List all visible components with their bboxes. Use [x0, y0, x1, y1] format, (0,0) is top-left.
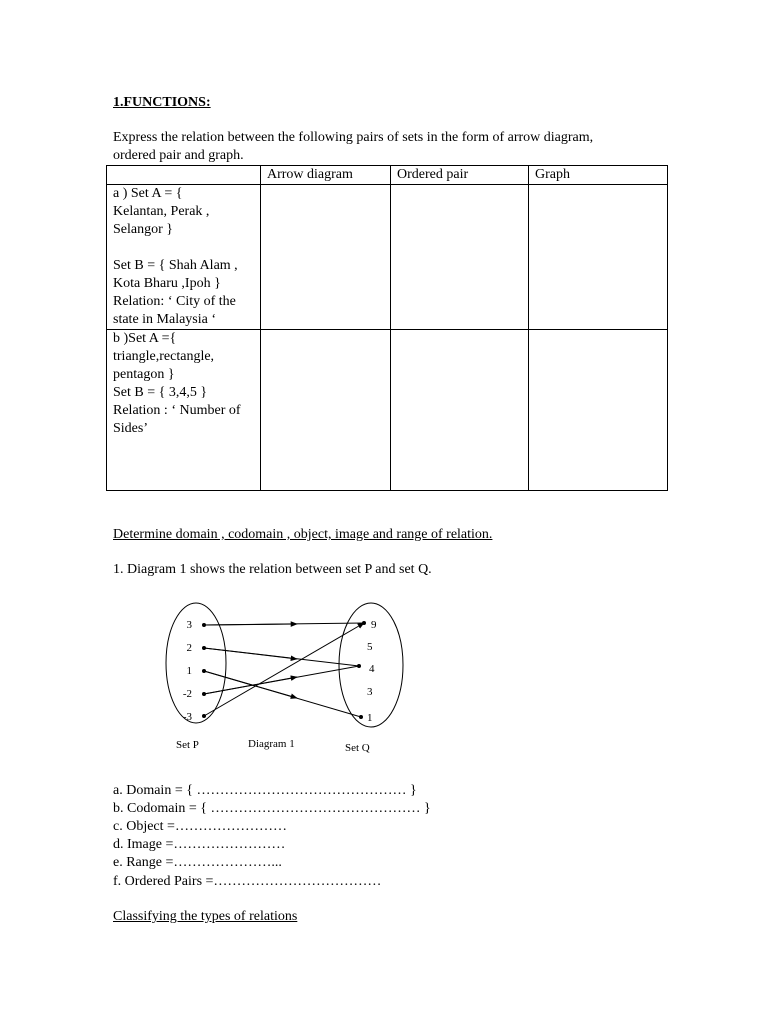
set-p-element: 3 [186, 619, 192, 631]
classifying-title: Classifying the types of relations [113, 909, 298, 924]
answer-image [113, 836, 285, 854]
row-a-line: Kota Bharu ,Ipoh } [113, 276, 221, 291]
table-row-b [107, 330, 668, 491]
relations-table [106, 165, 668, 491]
page-heading: 1.FUNCTIONS: [113, 95, 211, 110]
set-p-element: -2 [182, 688, 192, 700]
answer-label: f. Ordered Pairs = [113, 874, 214, 889]
table-header-empty [107, 166, 261, 185]
set-q-element: 1 [367, 712, 373, 724]
answer-label: d. Image = [113, 837, 174, 852]
row-a-arrow-diagram-cell[interactable] [261, 185, 391, 330]
row-b-graph-cell[interactable] [529, 330, 668, 491]
set-p-ellipse [166, 603, 226, 723]
set-q-element: 5 [367, 641, 373, 653]
set-q-element: 9 [371, 619, 377, 631]
arrowhead-neg2-to-4 [204, 677, 297, 694]
row-b-line: Set B = { 3,4,5 } [113, 385, 208, 400]
arrowhead-2-to-4 [204, 648, 297, 659]
row-b-line: Relation : ‘ Number of [113, 403, 241, 418]
row-a-line: Relation: ‘ City of the [113, 294, 236, 309]
diagram-caption: Diagram 1 [248, 738, 295, 750]
row-a-line: Selangor } [113, 222, 173, 237]
answer-codomain [113, 800, 431, 818]
table-row-a [107, 185, 668, 330]
row-b-line: b )Set A ={ [113, 331, 177, 346]
answer-range [113, 854, 282, 872]
set-p-element: 1 [186, 665, 192, 677]
answer-blank[interactable]: …………………… [174, 819, 287, 834]
set-q-element: 3 [367, 686, 373, 698]
answer-label: a. Domain = { [113, 783, 193, 798]
intro-line-1: Express the relation between the following pairs of sets in the form of arrow diagram, [113, 130, 594, 145]
table-header-ordered-pair: Ordered pair [391, 166, 529, 185]
row-a-line [113, 239, 260, 257]
answer-label: c. Object = [113, 819, 175, 834]
table-header-graph: Graph [529, 166, 668, 185]
set-q-label: Set Q [345, 742, 370, 754]
row-a-line: Set B = { Shah Alam , [113, 258, 238, 273]
set-p-label: Set P [176, 739, 199, 751]
row-a-line: state in Malaysia ‘ [113, 312, 217, 327]
set-q-element: 4 [369, 663, 375, 675]
answer-domain [113, 782, 417, 800]
answer-object [113, 818, 287, 836]
row-a-line: Kelantan, Perak , [113, 204, 210, 219]
set-p-element: -3 [182, 711, 192, 723]
table-header-arrow-diagram: Arrow diagram [261, 166, 391, 185]
set-p-element: 2 [186, 642, 192, 654]
answer-blank[interactable]: …………………… [173, 837, 286, 852]
arrowhead-3-to-9 [204, 624, 297, 625]
row-a-ordered-pair-cell[interactable] [391, 185, 529, 330]
answer-blank[interactable]: …………………... [173, 855, 282, 870]
answer-label: b. Codomain = { [113, 801, 207, 816]
answer-blank[interactable]: ……………………………………… } [206, 801, 431, 816]
row-b-line: Sides’ [113, 421, 148, 436]
answer-blank[interactable]: ……………………………………… } [192, 783, 417, 798]
question-1: 1. Diagram 1 shows the relation between set P and set Q. [113, 562, 432, 577]
row-b-line: triangle,rectangle, [113, 349, 215, 364]
answer-ordered-pairs [113, 873, 381, 891]
answer-label: e. Range = [113, 855, 174, 870]
row-a-graph-cell[interactable] [529, 185, 668, 330]
intro-line-2: ordered pair and graph. [113, 148, 244, 163]
answer-blank[interactable]: ……………………………… [213, 874, 382, 889]
table-header-row [107, 166, 668, 185]
row-b-description [107, 330, 261, 491]
arrow-diagram [160, 596, 420, 756]
row-a-line: a ) Set A = { [113, 186, 183, 201]
row-b-arrow-diagram-cell[interactable] [261, 330, 391, 491]
arrowhead-1-to-1 [204, 671, 297, 698]
section-title: Determine domain , codomain , object, image and range of relation. [113, 527, 493, 542]
row-b-line: pentagon } [113, 367, 175, 382]
row-a-description [107, 185, 261, 330]
row-b-ordered-pair-cell[interactable] [391, 330, 529, 491]
